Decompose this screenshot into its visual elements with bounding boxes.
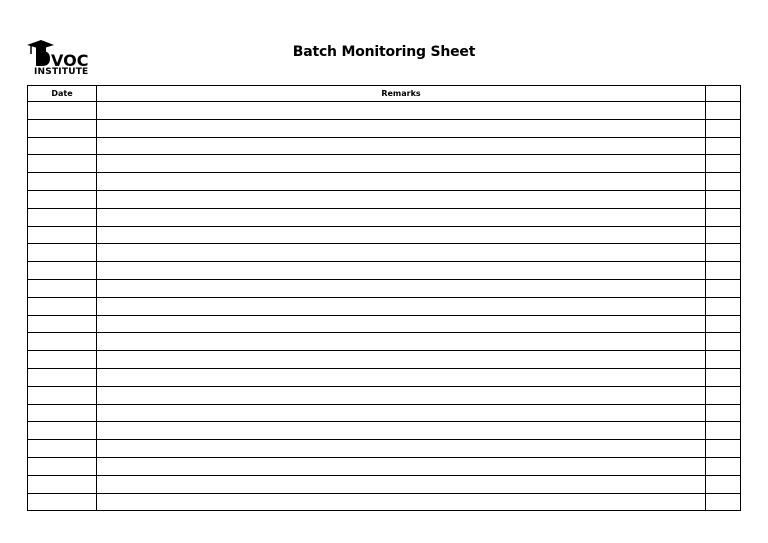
extra-cell[interactable]: [706, 440, 741, 458]
table-row: [28, 297, 741, 315]
remarks-cell[interactable]: [97, 119, 706, 137]
table-row: [28, 404, 741, 422]
date-cell[interactable]: [28, 351, 97, 369]
table-row: [28, 262, 741, 280]
date-cell[interactable]: [28, 119, 97, 137]
date-cell[interactable]: [28, 262, 97, 280]
extra-cell[interactable]: [706, 475, 741, 493]
extra-cell[interactable]: [706, 226, 741, 244]
table-row: [28, 493, 741, 511]
table-row: [28, 208, 741, 226]
table-row: [28, 190, 741, 208]
remarks-cell[interactable]: [97, 173, 706, 191]
table-row: [28, 368, 741, 386]
date-cell[interactable]: [28, 475, 97, 493]
remarks-cell[interactable]: [97, 368, 706, 386]
extra-cell[interactable]: [706, 333, 741, 351]
date-cell[interactable]: [28, 208, 97, 226]
page-title: Batch Monitoring Sheet: [292, 44, 476, 60]
date-cell[interactable]: [28, 190, 97, 208]
column-header-date: Date: [28, 86, 97, 102]
date-cell[interactable]: [28, 226, 97, 244]
extra-cell[interactable]: [706, 368, 741, 386]
extra-cell[interactable]: [706, 404, 741, 422]
logo-wordmark-suffix: VOC: [51, 51, 89, 67]
date-cell[interactable]: [28, 457, 97, 475]
remarks-cell[interactable]: [97, 297, 706, 315]
extra-cell[interactable]: [706, 208, 741, 226]
date-cell[interactable]: [28, 297, 97, 315]
remarks-cell[interactable]: [97, 386, 706, 404]
table-row: [28, 386, 741, 404]
extra-cell[interactable]: [706, 137, 741, 155]
table-row: [28, 244, 741, 262]
date-cell[interactable]: [28, 404, 97, 422]
table-row: [28, 351, 741, 369]
remarks-cell[interactable]: [97, 137, 706, 155]
date-cell[interactable]: [28, 102, 97, 120]
date-cell[interactable]: [28, 173, 97, 191]
remarks-cell[interactable]: [97, 190, 706, 208]
remarks-cell[interactable]: [97, 493, 706, 511]
table-header-row: [28, 86, 741, 102]
remarks-cell[interactable]: [97, 155, 706, 173]
extra-cell[interactable]: [706, 279, 741, 297]
extra-cell[interactable]: [706, 262, 741, 280]
extra-cell[interactable]: [706, 457, 741, 475]
extra-cell[interactable]: [706, 386, 741, 404]
date-cell[interactable]: [28, 155, 97, 173]
remarks-cell[interactable]: [97, 440, 706, 458]
extra-cell[interactable]: [706, 155, 741, 173]
table-row: [28, 315, 741, 333]
table-row: [28, 440, 741, 458]
date-cell[interactable]: [28, 279, 97, 297]
table-row: [28, 279, 741, 297]
date-cell[interactable]: [28, 315, 97, 333]
date-cell[interactable]: [28, 244, 97, 262]
remarks-cell[interactable]: [97, 244, 706, 262]
date-cell[interactable]: [28, 333, 97, 351]
remarks-cell[interactable]: [97, 333, 706, 351]
table-row: [28, 226, 741, 244]
extra-cell[interactable]: [706, 173, 741, 191]
table-row: [28, 102, 741, 120]
remarks-cell[interactable]: [97, 279, 706, 297]
remarks-cell[interactable]: [97, 262, 706, 280]
extra-cell[interactable]: [706, 244, 741, 262]
table-row: [28, 173, 741, 191]
table-row: [28, 422, 741, 440]
remarks-cell[interactable]: [97, 226, 706, 244]
extra-cell[interactable]: [706, 493, 741, 511]
column-header-remarks: Remarks: [97, 86, 706, 102]
table-row: [28, 333, 741, 351]
extra-cell[interactable]: [706, 190, 741, 208]
date-cell[interactable]: [28, 493, 97, 511]
table-row: [28, 155, 741, 173]
remarks-cell[interactable]: [97, 102, 706, 120]
date-cell[interactable]: [28, 137, 97, 155]
table-row: [28, 137, 741, 155]
remarks-cell[interactable]: [97, 208, 706, 226]
table-row: [28, 457, 741, 475]
extra-cell[interactable]: [706, 422, 741, 440]
remarks-cell[interactable]: [97, 351, 706, 369]
remarks-cell[interactable]: [97, 315, 706, 333]
date-cell[interactable]: [28, 422, 97, 440]
table-row: [28, 475, 741, 493]
extra-cell[interactable]: [706, 297, 741, 315]
column-header-extra: [706, 86, 741, 102]
table-row: [28, 119, 741, 137]
logo-subtitle: INSTITUTE: [34, 67, 89, 77]
extra-cell[interactable]: [706, 119, 741, 137]
remarks-cell[interactable]: [97, 422, 706, 440]
date-cell[interactable]: [28, 386, 97, 404]
remarks-cell[interactable]: [97, 475, 706, 493]
monitoring-table: [27, 85, 741, 511]
remarks-cell[interactable]: [97, 457, 706, 475]
extra-cell[interactable]: [706, 351, 741, 369]
extra-cell[interactable]: [706, 315, 741, 333]
remarks-cell[interactable]: [97, 404, 706, 422]
date-cell[interactable]: [28, 440, 97, 458]
date-cell[interactable]: [28, 368, 97, 386]
extra-cell[interactable]: [706, 102, 741, 120]
